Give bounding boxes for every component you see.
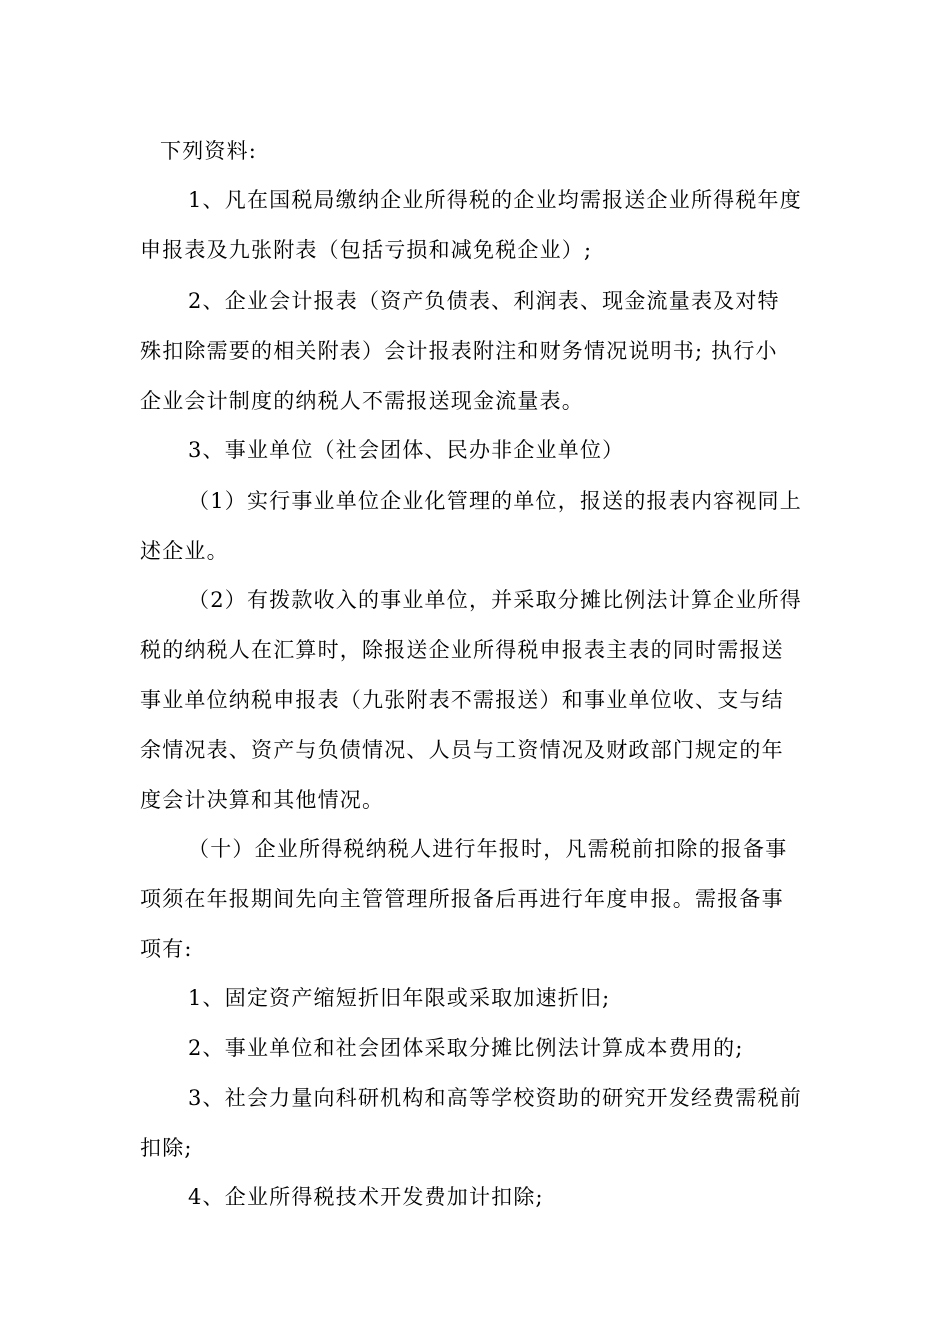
paragraph-line: 税的纳税人在汇算时，除报送企业所得税申报表主表的同时需报送	[140, 638, 784, 662]
paragraph-line: 事业单位纳税申报表（九张附表不需报送）和事业单位收、支与结	[140, 688, 784, 712]
paragraph-line: 3、事业单位（社会团体、民办非企业单位）	[188, 438, 625, 462]
paragraph-line: 企业会计制度的纳税人不需报送现金流量表。	[140, 389, 584, 413]
paragraph-line: （1）实行事业单位企业化管理的单位，报送的报表内容视同上	[188, 489, 802, 513]
paragraph-line: 4、企业所得税技术开发费加计扣除;	[188, 1185, 544, 1209]
intro-line: 下列资料:	[160, 139, 258, 163]
paragraph-line: 殊扣除需要的相关附表）会计报表附注和财务情况说明书; 执行小	[140, 339, 778, 363]
paragraph-line: 1、凡在国税局缴纳企业所得税的企业均需报送企业所得税年度	[188, 188, 802, 212]
paragraph-line: 申报表及九张附表（包括亏损和减免税企业）;	[140, 238, 593, 262]
paragraph-line: 扣除;	[140, 1136, 193, 1160]
paragraph-line: 2、事业单位和社会团体采取分摊比例法计算成本费用的;	[188, 1036, 744, 1060]
paragraph-line: 项须在年报期间先向主管管理所报备后再进行年度申报。需报备事	[140, 887, 784, 911]
paragraph-line: （十）企业所得税纳税人进行年报时，凡需税前扣除的报备事	[188, 837, 788, 861]
paragraph-line: 3、社会力量向科研机构和高等学校资助的研究开发经费需税前	[188, 1086, 802, 1110]
paragraph-line: （2）有拨款收入的事业单位，并采取分摊比例法计算企业所得	[188, 588, 802, 612]
paragraph-line: 余情况表、资产与负债情况、人员与工资情况及财政部门规定的年	[140, 738, 784, 762]
paragraph-line: 2、企业会计报表（资产负债表、利润表、现金流量表及对特	[188, 289, 780, 313]
paragraph-line: 项有:	[140, 937, 193, 961]
paragraph-line: 述企业。	[140, 539, 229, 563]
paragraph-line: 1、固定资产缩短折旧年限或采取加速折旧;	[188, 986, 611, 1010]
paragraph-line: 度会计决算和其他情况。	[140, 788, 385, 812]
